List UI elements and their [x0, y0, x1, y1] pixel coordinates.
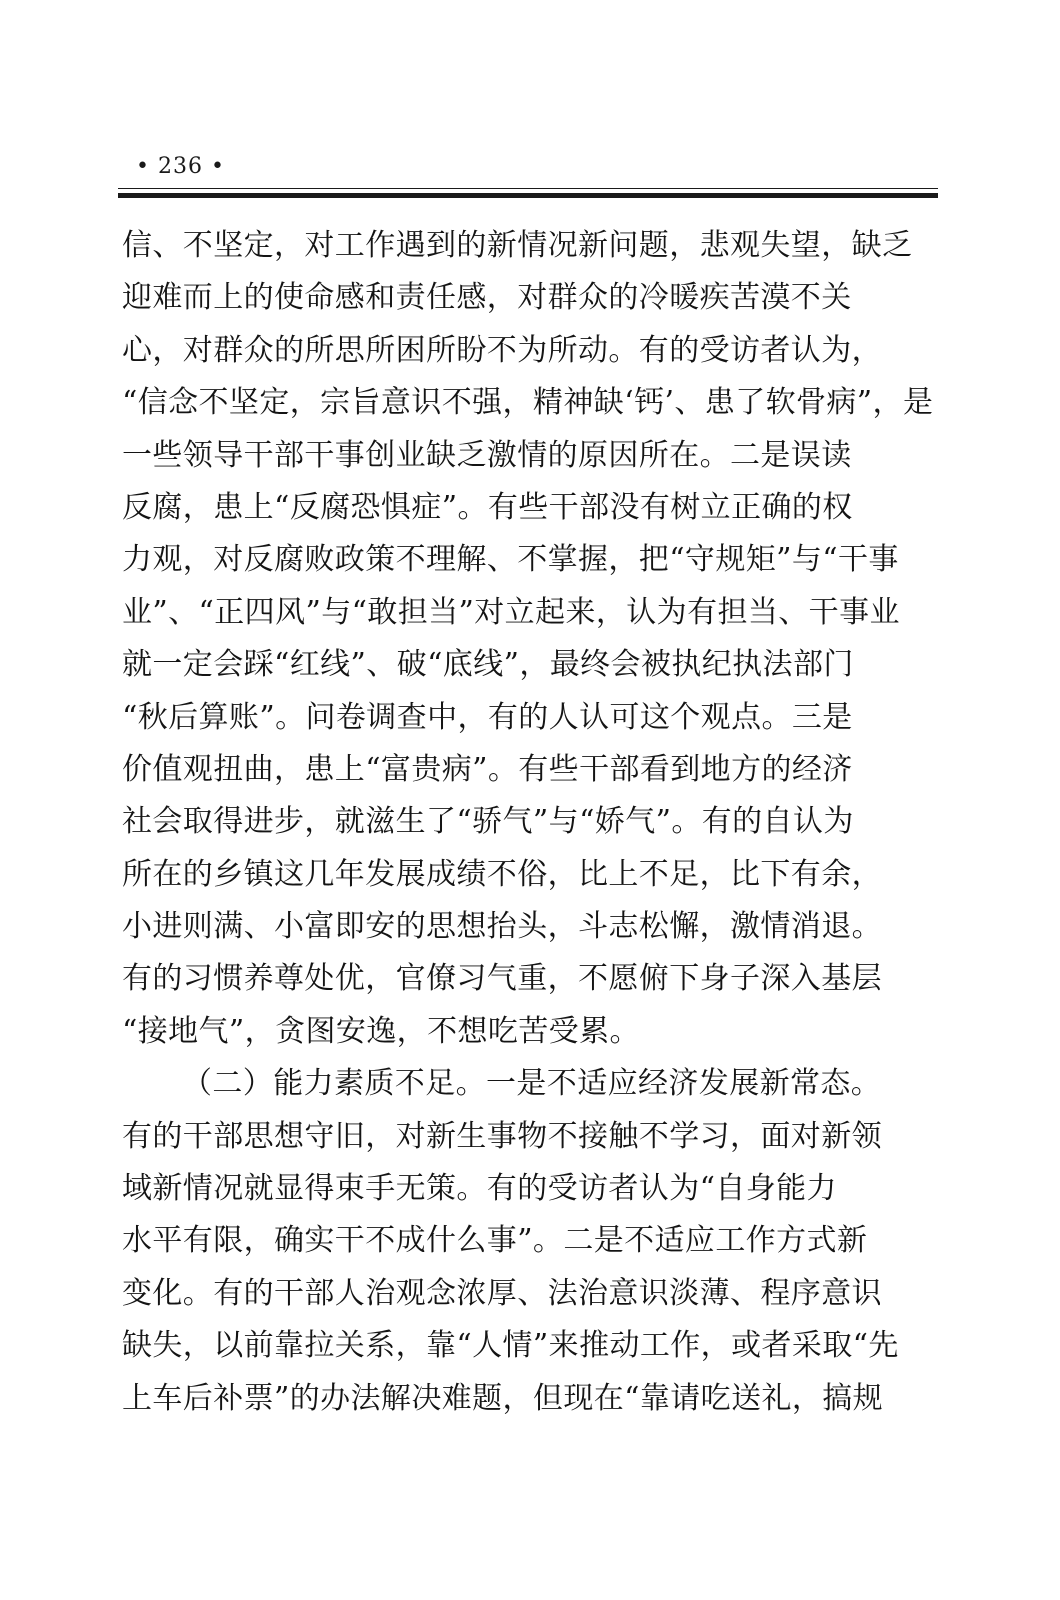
- text-line: 力观，对反腐败政策不理解、不掌握，把“守规矩”与“干事: [122, 542, 899, 578]
- text-line: 变化。有的干部人治观念浓厚、法治意识淡薄、程序意识: [122, 1275, 882, 1311]
- page-header: [118, 150, 938, 200]
- text-line: 心，对群众的所思所困所盼不为所动。有的受访者认为，: [122, 332, 882, 368]
- text-line: 信、不坚定，对工作遇到的新情况新问题，悲观失望，缺乏: [122, 228, 913, 263]
- text-line: 水平有限，确实干不成什么事”。二是不适应工作方式新: [122, 1223, 868, 1259]
- text-line: 一些领导干部干事创业缺乏激情的原因所在。二是误读: [122, 437, 852, 473]
- text-line: 有的干部思想守旧，对新生事物不接触不学习，面对新领: [122, 1118, 882, 1154]
- text-line: 就一定会踩“红线”、破“底线”，最终会被执纪执法部门: [122, 647, 854, 683]
- page-number: • 236 •: [136, 154, 225, 179]
- text-line: 小进则满、小富即安的思想抬头，斗志松懈，激情消退。: [122, 909, 882, 945]
- section-heading-line: （二）能力素质不足。一是不适应经济发展新常态。: [182, 1066, 882, 1102]
- text-line: 业”、“正四风”与“敢担当”对立起来，认为有担当、干事业: [122, 594, 900, 630]
- header-rule-thin: [118, 188, 938, 189]
- body-text: [122, 220, 942, 1425]
- text-line: 有的习惯养尊处优，官僚习气重，不愿俯下身子深入基层: [122, 961, 882, 997]
- text-line: “信念不坚定，宗旨意识不强，精神缺‘钙’、患了软骨病”，是: [122, 385, 934, 421]
- text-line: 迎难而上的使命感和责任感，对群众的冷暖疾苦漠不关: [122, 280, 852, 316]
- header-rule-thick: [118, 193, 938, 198]
- text-line: 域新情况就显得束手无策。有的受访者认为“自身能力: [122, 1171, 837, 1207]
- text-line: “接地气”，贪图安逸，不想吃苦受累。: [122, 1013, 640, 1049]
- text-line: 社会取得进步，就滋生了“骄气”与“娇气”。有的自认为: [122, 804, 854, 840]
- text-line: 上车后补票”的办法解决难题，但现在“靠请吃送礼，搞规: [122, 1380, 884, 1416]
- text-line: 所在的乡镇这几年发展成绩不俗，比上不足，比下有余，: [122, 856, 882, 892]
- text-line: 价值观扭曲，患上“富贵病”。有些干部看到地方的经济: [122, 751, 853, 787]
- text-line: 缺失，以前靠拉关系，靠“人情”来推动工作，或者采取“先: [122, 1328, 899, 1364]
- text-line: “秋后算账”。问卷调查中，有的人认可这个观点。三是: [122, 699, 853, 735]
- text-line: 反腐，患上“反腐恐惧症”。有些干部没有树立正确的权: [122, 489, 853, 525]
